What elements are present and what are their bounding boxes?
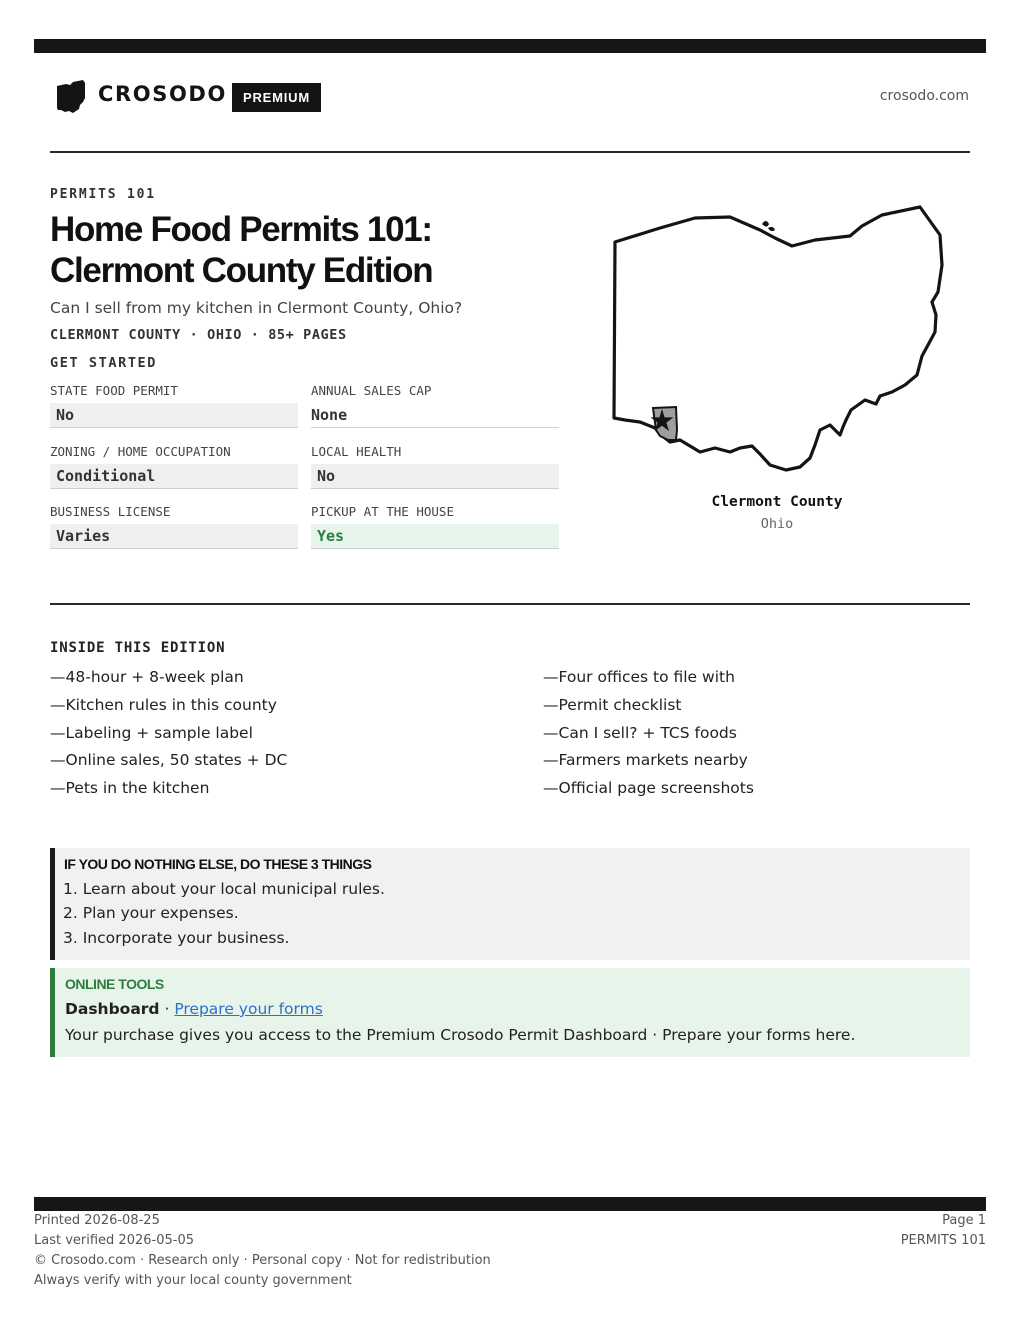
toc-item: —Can I sell? + TCS foods [543,724,737,742]
printed-date: Printed 2026-08-25 [34,1213,160,1228]
lake-erie-island [762,221,775,231]
fact-label: LOCAL HEALTH [311,444,402,459]
toc-item: —Kitchen rules in this county [50,696,277,714]
section-name: PERMITS 101 [900,1233,986,1248]
fact-zoning [50,444,298,494]
map-county-label: Clermont County [711,494,843,510]
fact-local-health [311,444,559,494]
premium-badge: PREMIUM [232,83,321,112]
eyebrow: PERMITS 101 [50,187,156,202]
toc-item: —Farmers markets nearby [543,751,748,769]
title-line-2: Clermont County Edition [50,251,433,290]
page-title [50,209,610,291]
fact-label: ANNUAL SALES CAP [311,383,432,398]
section-divider [50,603,970,605]
subtitle: Can I sell from my kitchen in Clermont County, Ohio? [50,299,463,317]
inside-edition-heading: INSIDE THIS EDITION [50,640,226,656]
ohio-map [606,200,948,478]
toc-item: —Permit checklist [543,696,682,714]
callout-item: 2. Plan your expenses. [63,904,239,922]
tools-title: ONLINE TOOLS [65,976,164,992]
title-line-1: Home Food Permits 101: [50,210,432,249]
separator: · [159,1000,175,1018]
fact-value: None [311,403,559,428]
dashboard-label: Dashboard [65,1000,160,1018]
toc-item: —Four offices to file with [543,668,735,686]
top-bar [34,39,986,53]
meta-line: CLERMONT COUNTY · OHIO · 85+ PAGES [50,327,347,343]
online-tools-box [50,968,970,1057]
fact-label: STATE FOOD PERMIT [50,383,178,398]
map-state-label: Ohio [760,516,794,532]
callout-item: 3. Incorporate your business. [63,929,290,947]
bottom-bar [34,1197,986,1211]
ohio-state-icon [56,80,86,114]
toc-item: —Online sales, 50 states + DC [50,751,288,769]
toc-item: —Pets in the kitchen [50,779,210,797]
fact-label: BUSINESS LICENSE [50,504,171,519]
header-divider [50,151,970,153]
fact-value: Conditional [50,464,298,489]
fact-pickup [311,504,559,554]
fact-value: No [50,403,298,428]
fact-value: No [311,464,559,489]
tools-description: Your purchase gives you access to the Premium Crosodo Permit Dashboard · Prepare your forms here. [65,1026,856,1044]
verified-date: Last verified 2026-05-05 [34,1233,194,1248]
page-number: Page 1 [942,1213,986,1228]
callout-item: 1. Learn about your local municipal rules. [63,880,385,898]
toc-item: —48-hour + 8-week plan [50,668,244,686]
fact-state-food-permit [50,383,298,433]
brand-name: CROSODO [98,82,227,106]
toc-item: —Official page screenshots [543,779,754,797]
prepare-forms-link[interactable]: Prepare your forms [174,1000,323,1018]
fact-business-license [50,504,298,554]
tools-line [65,1000,323,1018]
fact-label: ZONING / HOME OCCUPATION [50,444,231,459]
callout-title: IF YOU DO NOTHING ELSE, DO THESE 3 THINGS [64,856,372,872]
priority-callout [50,848,970,960]
copyright: © Crosodo.com · Research only · Personal copy · Not for redistribution [34,1253,491,1268]
site-url[interactable]: crosodo.com [879,88,969,104]
fact-value: Yes [311,524,559,549]
verify-note: Always verify with your local county government [34,1273,352,1288]
fact-annual-sales-cap [311,383,559,433]
fact-label: PICKUP AT THE HOUSE [311,504,454,519]
toc-item: —Labeling + sample label [50,724,253,742]
get-started-heading: GET STARTED [50,355,158,371]
fact-value: Varies [50,524,298,549]
